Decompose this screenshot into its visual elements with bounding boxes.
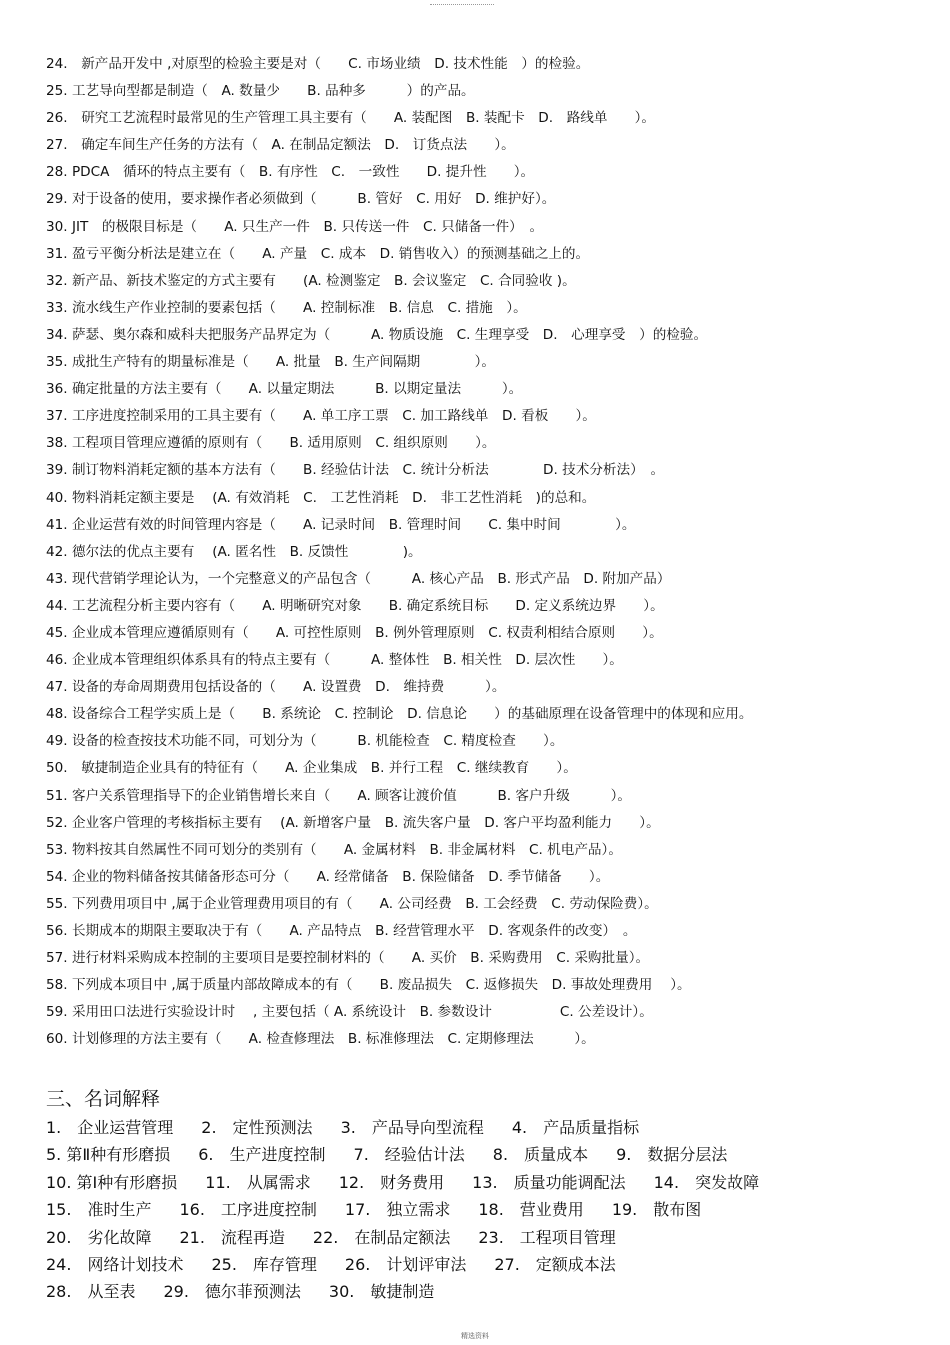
question-item: 42. 德尔法的优点主要有 (A. 匿名性 B. 反馈性 )。 [46,543,422,560]
question-item: 26. 研究工艺流程时最常见的生产管理工具主要有（ A. 装配图 B. 装配卡 D. 路线单 ）。 [46,110,656,127]
term-item: 14. 突发故障 [653,1172,760,1192]
question-item: 50. 敏捷制造企业具有的特征有（ A. 企业集成 B. 并行工程 C. 继续教育 ）。 [46,760,577,777]
term-item: 13. 质量功能调配法 [472,1172,626,1192]
question-item: 38. 工程项目管理应遵循的原则有（ B. 适用原则 C. 组织原则 ）。 [46,435,496,452]
question-item: 49. 设备的检查按技术功能不同，可划分为（ B. 机能检查 C. 精度检查 ）。 [46,733,564,750]
question-list [46,53,926,1055]
question-item: 52. 企业客户管理的考核指标主要有 (A. 新增客户量 B. 流失客户量 D. 客户平均盈利能力 ）。 [46,814,660,831]
term-item: 17. 独立需求 [344,1200,451,1220]
question-item: 39. 制订物料消耗定额的基本方法有（ B. 经验估计法 C. 统计分析法 D. 技术分析法） 。 [46,462,665,479]
question-item: 24. 新产品开发中 ,对原型的检验主要是对（ C. 市场业绩 D. 技术性能 ）的检验。 [46,56,590,72]
term-row [46,1143,926,1170]
term-item: 30. 敏捷制造 [328,1282,435,1302]
question-item: 45. 企业成本管理应遵循原则有（ A. 可控性原则 B. 例外管理原则 C. 权责利相结合原则 ）。 [46,624,663,641]
term-item: 24. 网络计划技术 [46,1254,184,1274]
question-item: 59. 采用田口法进行实验设计时 , 主要包括（ A. 系统设计 B. 参数设计 C. 公差设计）。 [46,1004,653,1021]
question-item: 55. 下列费用项目中 ,属于企业管理费用项目的有（ A. 公司经费 B. 工会经费 C. 劳动保险费）。 [46,895,658,912]
question-item: 25. 工艺导向型都是制造（ A. 数量少 B. 品种多 ）的产品。 [46,83,475,100]
term-item: 16. 工序进度控制 [179,1200,317,1220]
question-item: 27. 确定车间生产任务的方法有（ A. 在制品定额法 D. 订货点法 ）。 [46,137,515,154]
term-row [46,1171,926,1198]
term-item: 2. 定性预测法 [201,1118,313,1137]
question-item: 40. 物料消耗定额主要是 (A. 有效消耗 C. 工艺性消耗 D. 非工艺性消耗 )的总和。 [46,489,596,506]
term-row [46,1116,926,1143]
header-rule [430,4,494,5]
term-item: 4. 产品质量指标 [511,1118,640,1137]
question-item: 53. 物料按其自然属性不同可划分的类别有（ A. 金属材料 B. 非金属材料 C. 机电产品）。 [46,841,622,858]
term-item: 7. 经验估计法 [353,1145,465,1165]
term-row [46,1253,926,1280]
question-item: 36. 确定批量的方法主要有（ A. 以量定期法 B. 以期定量法 ）。 [46,381,523,398]
term-item: 29. 德尔菲预测法 [163,1282,301,1302]
question-item: 37. 工序进度控制采用的工具主要有（ A. 单工序工票 C. 加工路线单 D. 看板 ）。 [46,408,596,425]
question-item: 33. 流水线生产作业控制的要素包括（ A. 控制标准 B. 信息 C. 措施 ）。 [46,299,527,316]
question-item: 54. 企业的物料储备按其储备形态可分（ A. 经常储备 B. 保险储备 D. 季节储备 ）。 [46,868,610,885]
term-item: 11. 从属需求 [205,1172,311,1192]
question-item: 46. 企业成本管理组织体系具有的特点主要有（ A. 整体性 B. 相关性 D. 层次性 ）。 [46,652,623,669]
term-item: 9. 数据分层法 [616,1145,728,1165]
section-title: 三、名词解释 [46,1088,161,1110]
term-item: 27. 定额成本法 [494,1254,616,1274]
question-item: 29. 对于设备的使用，要求操作者必须做到（ B. 管好 C. 用好 D. 维护好）。 [46,191,556,208]
question-item: 32. 新产品、新技术鉴定的方式主要有 (A. 检测鉴定 B. 会议鉴定 C. 合同验收 )。 [46,272,576,289]
term-item: 20. 劣化故障 [46,1227,152,1247]
question-item: 56. 长期成本的期限主要取决于有（ A. 产品特点 B. 经营管理水平 D. 客观条件的改变） 。 [46,923,637,939]
page-footer: 精选资料 [461,1332,489,1340]
term-item: 3. 产品导向型流程 [340,1118,484,1137]
question-item: 43. 现代营销学理论认为，一个完整意义的产品包含（ A. 核心产品 B. 形式产品 D. 附加产品） [46,570,671,587]
term-row [46,1198,926,1225]
term-item: 19. 散布图 [611,1200,702,1220]
term-list [46,1116,926,1308]
term-item: 25. 库存管理 [211,1254,317,1274]
term-row [46,1280,926,1307]
question-item: 48. 设备综合工程学实质上是（ B. 系统论 C. 控制论 D. 信息论 ）的基础原理在设备管理中的体现和应用。 [46,706,753,723]
term-item: 23. 工程项目管理 [478,1227,616,1247]
question-item: 34. 萨瑟、奥尔森和威科夫把服务产品界定为（ A. 物质设施 C. 生理享受 D. 心理享受 ）的检验。 [46,326,708,343]
question-item: 47. 设备的寿命周期费用包括设备的（ A. 设置费 D. 维持费 ）。 [46,679,506,696]
question-item: 44. 工艺流程分析主要内容有（ A. 明晰研究对象 B. 确定系统目标 D. 定义系统边界 ）。 [46,597,664,614]
term-item: 12. 财务费用 [338,1172,445,1192]
term-item: 21. 流程再造 [179,1227,285,1247]
question-item: 31. 盈亏平衡分析法是建立在（ A. 产量 C. 成本 D. 销售收入）的预测基础之上的。 [46,245,590,262]
question-item: 58. 下列成本项目中 ,属于质量内部故障成本的有（ B. 废品损失 C. 返修损失 D. 事故处理费用 ）。 [46,977,691,994]
question-item: 51. 客户关系管理指导下的企业销售增长来自（ A. 顾客让渡价值 B. 客户升级 ）。 [46,787,631,804]
term-item: 10. 第Ⅰ种有形磨损 [46,1172,178,1192]
term-item: 15. 准时生产 [46,1200,152,1220]
question-item: 30. JIT 的极限目标是（ A. 只生产一件 B. 只传送一件 C. 只储备一件） 。 [46,218,544,235]
question-item: 41. 企业运营有效的时间管理内容是（ A. 记录时间 B. 管理时间 C. 集中时间 ）。 [46,516,636,533]
term-item: 18. 营业费用 [478,1200,584,1220]
question-item: 28. PDCA 循环的特点主要有（ B. 有序性 C. 一致性 D. 提升性 ）。 [46,164,535,181]
term-item: 8. 质量成本 [492,1145,589,1165]
term-item: 22. 在制品定额法 [312,1227,451,1247]
term-item: 1. 企业运营管理 [46,1118,174,1137]
question-item: 60. 计划修理的方法主要有（ A. 检查修理法 B. 标准修理法 C. 定期修理法 ）。 [46,1031,595,1048]
question-item: 57. 进行材料采购成本控制的主要项目是要控制材料的（ A. 买价 B. 采购费用 C. 采购批量）。 [46,950,650,967]
question-item: 35. 成批生产特有的期量标准是（ A. 批量 B. 生产间隔期 ）。 [46,354,496,371]
term-row [46,1226,926,1253]
term-item: 6. 生产进度控制 [198,1145,326,1165]
term-item: 5. 第Ⅱ种有形磨损 [46,1145,171,1165]
term-item: 26. 计划评审法 [344,1254,467,1274]
term-item: 28. 从至表 [46,1282,136,1302]
